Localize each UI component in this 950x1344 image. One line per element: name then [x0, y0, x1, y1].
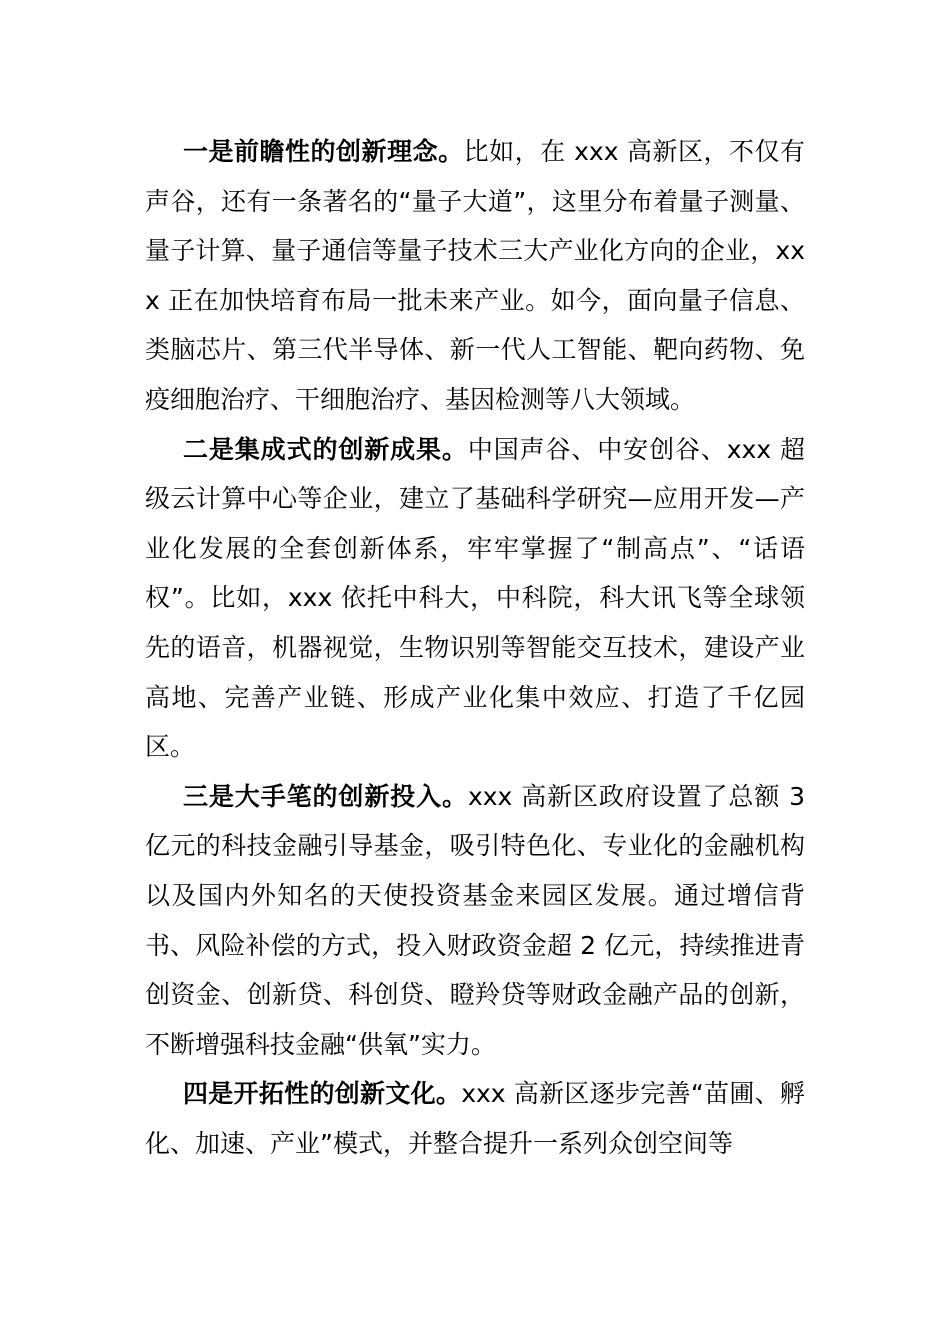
paragraph-innovation-investment	[145, 772, 805, 1070]
paragraph-innovation-concept	[145, 127, 805, 425]
paragraph-innovation-results	[145, 425, 805, 772]
paragraph-lead-heading: 三是大手笔的创新投入。	[183, 781, 468, 811]
paragraph-text: 中国声谷、中安创谷、xxx 超级云计算中心等企业，建立了基础科学研究—应用开发—产业化发展的全套创新体系，牢牢掌握了“制高点”、“话语权”。比如，xxx 依托中科大，中科院，科大讯飞等全球领先的语音，机器视觉，生物识别等智能交互技术，建设产业高地、完善产业链、形成产业化集中效应、打造了千亿园区。	[145, 434, 805, 762]
document-body	[145, 127, 805, 1168]
paragraph-text: xxx 高新区逐步完善“苗圃、孵化、加速、产业”模式，并整合提升一系列众创空间等	[145, 1079, 805, 1158]
paragraph-lead-heading: 二是集成式的创新成果。	[183, 434, 468, 464]
paragraph-lead-heading: 四是开拓性的创新文化。	[183, 1079, 462, 1109]
paragraph-innovation-culture	[145, 1069, 805, 1168]
paragraph-text: 比如，在 xxx 高新区，不仅有声谷，还有一条著名的“量子大道”，这里分布着量子测量、量子计算、量子通信等量子技术三大产业化方向的企业，xxx 正在加快培育布局一批未来产业。如今，面向量子信息、类脑芯片、第三代半导体、新一代人工智能、靶向药物、免疫细胞治疗、干细胞治疗、基因检测等八大领域。	[145, 137, 805, 414]
paragraph-lead-heading: 一是前瞻性的创新理念。	[183, 137, 464, 166]
paragraph-text: xxx 高新区政府设置了总额 3 亿元的科技金融引导基金，吸引特色化、专业化的金融机构以及国内外知名的天使投资基金来园区发展。通过增信背书、风险补偿的方式，投入财政资金超 2 亿元，持续推进青创资金、创新贷、科创贷、瞪羚贷等财政金融产品的创新，不断增强科技金融“供氧”实力。	[145, 781, 805, 1059]
